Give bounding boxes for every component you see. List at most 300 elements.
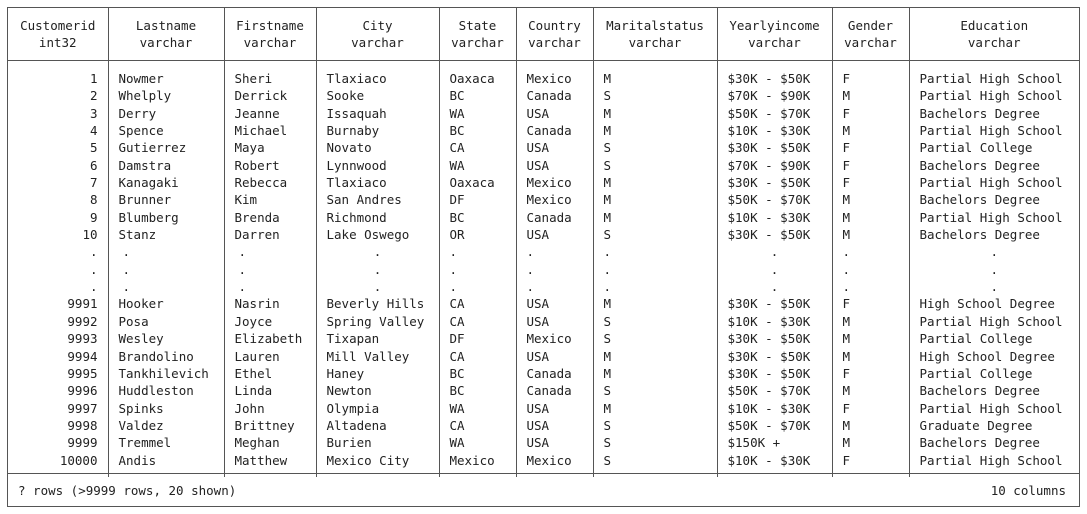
cell-yearlyincome: $30K - $50K — [717, 295, 832, 312]
spacer-cell — [316, 61, 439, 71]
cell-country: Mexico — [516, 191, 593, 208]
column-header-maritalstatus — [593, 8, 717, 61]
cell-gender: F — [832, 365, 909, 382]
cell-maritalstatus: S — [593, 313, 717, 330]
cell-firstname: Sheri — [224, 70, 316, 87]
table-row — [8, 122, 1079, 139]
cell-gender: M — [832, 209, 909, 226]
cell-customerid: 5 — [89, 140, 98, 156]
cell-country: USA — [516, 226, 593, 243]
cell-education: Partial High School — [909, 122, 1079, 139]
cell-lastname: Derry — [108, 105, 224, 122]
ellipsis-cell: . — [909, 243, 1079, 260]
cell-firstname: Lauren — [224, 348, 316, 365]
cell-gender: F — [832, 157, 909, 174]
cell-maritalstatus: S — [593, 330, 717, 347]
cell-country: Mexico — [516, 330, 593, 347]
cell-city: Altadena — [316, 417, 439, 434]
cell-customerid: 1 — [89, 71, 98, 86]
cell-gender: M — [832, 434, 909, 451]
cell-maritalstatus: M — [593, 105, 717, 122]
cell-education: Partial High School — [909, 452, 1079, 469]
cell-yearlyincome: $30K - $50K — [717, 348, 832, 365]
column-type: varchar — [243, 35, 297, 50]
cell-education: Partial High School — [909, 70, 1079, 87]
cell-lastname: Tremmel — [108, 434, 224, 451]
cell-yearlyincome: $10K - $30K — [717, 209, 832, 226]
cell-firstname: Kim — [224, 191, 316, 208]
cell-maritalstatus: S — [593, 417, 717, 434]
cell-country: Canada — [516, 209, 593, 226]
cell-education: Bachelors Degree — [909, 226, 1079, 243]
cell-state: WA — [439, 434, 516, 451]
cell-education: Partial High School — [909, 87, 1079, 104]
cell-firstname: Elizabeth — [224, 330, 316, 347]
cell-lastname: Damstra — [108, 157, 224, 174]
cell-lastname: Whelply — [108, 87, 224, 104]
cell-customerid: 6 — [89, 157, 98, 173]
cell-lastname: Nowmer — [108, 70, 224, 87]
cell-customerid: 9995 — [67, 365, 98, 381]
column-count-text: 10 columns — [990, 482, 1066, 498]
cell-gender: F — [832, 139, 909, 156]
cell-firstname: Brenda — [224, 209, 316, 226]
ellipsis-cell: . — [717, 243, 832, 260]
cell-education: Bachelors Degree — [909, 105, 1079, 122]
column-name: Lastname — [135, 18, 197, 33]
cell-education: Partial College — [909, 330, 1079, 347]
cell-state: BC — [439, 122, 516, 139]
cell-customerid: 9998 — [67, 417, 98, 433]
cell-yearlyincome: $30K - $50K — [717, 70, 832, 87]
cell-city: Mill Valley — [316, 348, 439, 365]
cell-education: Bachelors Degree — [909, 382, 1079, 399]
cell-firstname: Derrick — [224, 87, 316, 104]
cell-yearlyincome: $70K - $90K — [717, 87, 832, 104]
cell-country: Canada — [516, 382, 593, 399]
cell-customerid: 2 — [89, 88, 98, 104]
cell-gender: M — [832, 87, 909, 104]
column-name: Yearlyincome — [729, 18, 820, 33]
cell-firstname: Joyce — [224, 313, 316, 330]
cell-state: CA — [439, 348, 516, 365]
cell-education: Partial College — [909, 139, 1079, 156]
cell-education: Partial High School — [909, 209, 1079, 226]
cell-city: Mexico City — [316, 452, 439, 469]
ellipsis-cell: . — [516, 278, 593, 295]
result-table-frame — [7, 7, 1080, 507]
cell-yearlyincome: $30K - $50K — [717, 330, 832, 347]
column-type: varchar — [451, 35, 504, 50]
cell-state: BC — [439, 209, 516, 226]
cell-customerid: 3 — [89, 105, 98, 121]
column-name: Customerid — [20, 18, 96, 33]
row-count-text: ? rows (>9999 rows, 20 shown) — [18, 482, 237, 498]
cell-education: Partial College — [909, 365, 1079, 382]
cell-customerid: 9997 — [67, 400, 98, 416]
cell-yearlyincome: $50K - $70K — [717, 382, 832, 399]
ellipsis-cell: . — [439, 278, 516, 295]
column-type: int32 — [38, 35, 77, 50]
cell-maritalstatus: S — [593, 382, 717, 399]
column-name: State — [458, 18, 497, 33]
cell-customerid: 9991 — [67, 296, 98, 312]
table-row — [8, 157, 1079, 174]
column-header-gender — [832, 8, 909, 61]
ellipsis-cell: . — [593, 243, 717, 260]
spacer-cell — [516, 61, 593, 71]
table-row — [8, 330, 1079, 347]
column-header-firstname — [224, 8, 316, 61]
cell-country: USA — [516, 348, 593, 365]
cell-state: WA — [439, 105, 516, 122]
ellipsis-cell: . — [108, 261, 224, 278]
ellipsis-cell: . — [593, 278, 717, 295]
cell-city: Burien — [316, 434, 439, 451]
cell-customerid: 8 — [89, 192, 98, 208]
spacer-cell — [439, 61, 516, 71]
cell-yearlyincome: $150K + — [717, 434, 832, 451]
cell-maritalstatus: S — [593, 226, 717, 243]
column-header-lastname — [108, 8, 224, 61]
cell-city: Lynnwood — [316, 157, 439, 174]
cell-yearlyincome: $50K - $70K — [717, 191, 832, 208]
cell-gender: F — [832, 452, 909, 469]
cell-lastname: Gutierrez — [108, 139, 224, 156]
cell-firstname: Ethel — [224, 365, 316, 382]
cell-education: Bachelors Degree — [909, 434, 1079, 451]
cell-maritalstatus: S — [593, 87, 717, 104]
cell-city: Burnaby — [316, 122, 439, 139]
cell-state: BC — [439, 365, 516, 382]
cell-country: Mexico — [516, 174, 593, 191]
cell-city: Tlaxiaco — [316, 70, 439, 87]
cell-maritalstatus: S — [593, 452, 717, 469]
cell-state: OR — [439, 226, 516, 243]
table-row — [8, 209, 1079, 226]
cell-maritalstatus: M — [593, 122, 717, 139]
cell-education: Partial High School — [909, 174, 1079, 191]
cell-maritalstatus: M — [593, 348, 717, 365]
cell-lastname: Posa — [108, 313, 224, 330]
cell-firstname: John — [224, 400, 316, 417]
cell-gender: M — [832, 313, 909, 330]
cell-lastname: Huddleston — [108, 382, 224, 399]
table-row — [8, 365, 1079, 382]
cell-yearlyincome: $10K - $30K — [717, 400, 832, 417]
table-row — [8, 295, 1079, 312]
column-name: Country — [528, 18, 581, 33]
cell-state: BC — [439, 382, 516, 399]
cell-country: Mexico — [516, 70, 593, 87]
ellipsis-cell: . — [316, 243, 439, 260]
ellipsis-cell: . — [439, 243, 516, 260]
cell-lastname: Kanagaki — [108, 174, 224, 191]
column-type: varchar — [528, 35, 581, 50]
cell-firstname: Michael — [224, 122, 316, 139]
cell-maritalstatus: S — [593, 139, 717, 156]
cell-firstname: Brittney — [224, 417, 316, 434]
cell-gender: F — [832, 400, 909, 417]
cell-yearlyincome: $30K - $50K — [717, 174, 832, 191]
cell-country: USA — [516, 400, 593, 417]
cell-gender: F — [832, 295, 909, 312]
cell-customerid: 9996 — [67, 383, 98, 399]
ellipsis-cell: . — [516, 261, 593, 278]
cell-state: DF — [439, 191, 516, 208]
cell-country: Canada — [516, 87, 593, 104]
table-row — [8, 70, 1079, 87]
cell-gender: M — [832, 226, 909, 243]
column-header-yearlyincome — [717, 8, 832, 61]
table-row — [8, 226, 1079, 243]
cell-state: CA — [439, 295, 516, 312]
cell-city: Sooke — [316, 87, 439, 104]
table-row — [8, 191, 1079, 208]
cell-city: Tixapan — [316, 330, 439, 347]
cell-city: Beverly Hills — [316, 295, 439, 312]
ellipsis-cell: . — [439, 261, 516, 278]
ellipsis-cell: . — [89, 279, 98, 295]
cell-state: Oaxaca — [439, 174, 516, 191]
cell-city: Newton — [316, 382, 439, 399]
cell-maritalstatus: M — [593, 209, 717, 226]
cell-customerid: 9999 — [67, 435, 98, 451]
cell-gender: M — [832, 348, 909, 365]
ellipsis-cell: . — [108, 278, 224, 295]
cell-state: CA — [439, 139, 516, 156]
cell-firstname: Linda — [224, 382, 316, 399]
cell-lastname: Brandolino — [108, 348, 224, 365]
column-header-customerid — [8, 8, 108, 61]
cell-customerid: 10 — [82, 227, 98, 243]
ellipsis-cell: . — [316, 261, 439, 278]
column-type: varchar — [844, 35, 897, 50]
cell-firstname: Robert — [224, 157, 316, 174]
cell-education: Partial High School — [909, 400, 1079, 417]
cell-lastname: Spence — [108, 122, 224, 139]
table-body — [8, 61, 1079, 477]
cell-education: Bachelors Degree — [909, 157, 1079, 174]
ellipsis-cell: . — [832, 243, 909, 260]
cell-customerid: 9993 — [67, 331, 98, 347]
cell-customerid: 4 — [89, 123, 98, 139]
cell-customerid: 9 — [89, 209, 98, 225]
cell-maritalstatus: M — [593, 295, 717, 312]
table-row — [8, 348, 1079, 365]
cell-state: WA — [439, 400, 516, 417]
cell-city: Issaquah — [316, 105, 439, 122]
cell-yearlyincome: $70K - $90K — [717, 157, 832, 174]
spacer-cell — [909, 61, 1079, 71]
cell-maritalstatus: M — [593, 174, 717, 191]
table-row — [8, 417, 1079, 434]
spacer-cell — [108, 61, 224, 71]
cell-state: BC — [439, 87, 516, 104]
spacer-cell — [832, 61, 909, 71]
cell-lastname: Hooker — [108, 295, 224, 312]
cell-city: Richmond — [316, 209, 439, 226]
cell-yearlyincome: $10K - $30K — [717, 313, 832, 330]
cell-city: Olympia — [316, 400, 439, 417]
cell-yearlyincome: $30K - $50K — [717, 139, 832, 156]
table-row — [8, 105, 1079, 122]
column-type: varchar — [139, 35, 193, 50]
ellipsis-cell: . — [717, 261, 832, 278]
cell-country: USA — [516, 434, 593, 451]
table-row — [8, 382, 1079, 399]
column-name: Maritalstatus — [606, 18, 704, 33]
cell-yearlyincome: $50K - $70K — [717, 105, 832, 122]
table-row — [8, 139, 1079, 156]
cell-gender: F — [832, 105, 909, 122]
cell-firstname: Matthew — [224, 452, 316, 469]
table-row — [8, 400, 1079, 417]
cell-lastname: Wesley — [108, 330, 224, 347]
cell-lastname: Stanz — [108, 226, 224, 243]
cell-country: Mexico — [516, 452, 593, 469]
cell-state: CA — [439, 313, 516, 330]
cell-gender: M — [832, 122, 909, 139]
cell-lastname: Blumberg — [108, 209, 224, 226]
cell-maritalstatus: M — [593, 400, 717, 417]
column-name: City — [362, 18, 393, 33]
cell-customerid: 7 — [89, 175, 98, 191]
table-row — [8, 87, 1079, 104]
cell-country: USA — [516, 139, 593, 156]
column-name: Gender — [847, 18, 894, 33]
cell-education: High School Degree — [909, 348, 1079, 365]
column-type: varchar — [967, 35, 1021, 50]
cell-country: USA — [516, 417, 593, 434]
ellipsis-row — [8, 243, 1079, 260]
ellipsis-cell: . — [316, 278, 439, 295]
cell-gender: F — [832, 174, 909, 191]
ellipsis-cell: . — [832, 278, 909, 295]
cell-state: Oaxaca — [439, 70, 516, 87]
ellipsis-cell: . — [593, 261, 717, 278]
table-row — [8, 174, 1079, 191]
cell-country: Canada — [516, 122, 593, 139]
spacer-cell — [8, 61, 108, 71]
cell-maritalstatus: M — [593, 365, 717, 382]
cell-gender: M — [832, 191, 909, 208]
spacer-cell — [593, 61, 717, 71]
cell-customerid: 9992 — [67, 313, 98, 329]
cell-customerid: 10000 — [59, 452, 98, 468]
ellipsis-cell: . — [516, 243, 593, 260]
cell-lastname: Valdez — [108, 417, 224, 434]
ellipsis-row — [8, 261, 1079, 278]
column-type: varchar — [748, 35, 801, 50]
table-row — [8, 434, 1079, 451]
cell-yearlyincome: $30K - $50K — [717, 226, 832, 243]
ellipsis-cell: . — [224, 261, 316, 278]
column-header-country — [516, 8, 593, 61]
cell-lastname: Brunner — [108, 191, 224, 208]
cell-yearlyincome: $50K - $70K — [717, 417, 832, 434]
cell-maritalstatus: S — [593, 434, 717, 451]
ellipsis-cell: . — [224, 243, 316, 260]
ellipsis-cell: . — [832, 261, 909, 278]
cell-firstname: Nasrin — [224, 295, 316, 312]
cell-state: WA — [439, 157, 516, 174]
cell-customerid: 9994 — [67, 348, 98, 364]
table-row — [8, 452, 1079, 469]
cell-city: Haney — [316, 365, 439, 382]
cell-country: USA — [516, 105, 593, 122]
cell-education: High School Degree — [909, 295, 1079, 312]
column-header-state — [439, 8, 516, 61]
cell-maritalstatus: M — [593, 70, 717, 87]
cell-gender: F — [832, 70, 909, 87]
cell-lastname: Spinks — [108, 400, 224, 417]
spacer-cell — [717, 61, 832, 71]
cell-education: Bachelors Degree — [909, 191, 1079, 208]
cell-city: San Andres — [316, 191, 439, 208]
column-header-education — [909, 8, 1079, 61]
cell-country: USA — [516, 313, 593, 330]
column-header-city — [316, 8, 439, 61]
column-type: varchar — [351, 35, 404, 50]
cell-education: Graduate Degree — [909, 417, 1079, 434]
column-type: varchar — [628, 35, 682, 50]
cell-city: Tlaxiaco — [316, 174, 439, 191]
ellipsis-cell: . — [717, 278, 832, 295]
ellipsis-cell: . — [89, 244, 98, 260]
column-name: Education — [960, 18, 1029, 33]
ellipsis-cell: . — [224, 278, 316, 295]
header-row — [8, 8, 1079, 61]
cell-city: Spring Valley — [316, 313, 439, 330]
result-table — [8, 8, 1079, 477]
cell-yearlyincome: $10K - $30K — [717, 122, 832, 139]
cell-yearlyincome: $30K - $50K — [717, 365, 832, 382]
cell-city: Lake Oswego — [316, 226, 439, 243]
table-row — [8, 313, 1079, 330]
cell-yearlyincome: $10K - $30K — [717, 452, 832, 469]
ellipsis-cell: . — [89, 261, 98, 277]
cell-gender: M — [832, 330, 909, 347]
spacer-cell — [224, 61, 316, 71]
cell-country: USA — [516, 295, 593, 312]
ellipsis-cell: . — [909, 278, 1079, 295]
ellipsis-row — [8, 278, 1079, 295]
cell-state: CA — [439, 417, 516, 434]
cell-gender: M — [832, 382, 909, 399]
cell-maritalstatus: M — [593, 191, 717, 208]
cell-firstname: Maya — [224, 139, 316, 156]
cell-city: Novato — [316, 139, 439, 156]
table-footer — [8, 473, 1079, 506]
cell-maritalstatus: S — [593, 157, 717, 174]
ellipsis-cell: . — [108, 243, 224, 260]
cell-firstname: Meghan — [224, 434, 316, 451]
ellipsis-cell: . — [909, 261, 1079, 278]
cell-country: USA — [516, 157, 593, 174]
cell-firstname: Jeanne — [224, 105, 316, 122]
cell-country: Canada — [516, 365, 593, 382]
spacer-row — [8, 61, 1079, 71]
column-name: Firstname — [236, 18, 304, 33]
cell-firstname: Rebecca — [224, 174, 316, 191]
cell-education: Partial High School — [909, 313, 1079, 330]
cell-lastname: Andis — [108, 452, 224, 469]
cell-lastname: Tankhilevich — [108, 365, 224, 382]
cell-state: Mexico — [439, 452, 516, 469]
cell-firstname: Darren — [224, 226, 316, 243]
cell-state: DF — [439, 330, 516, 347]
